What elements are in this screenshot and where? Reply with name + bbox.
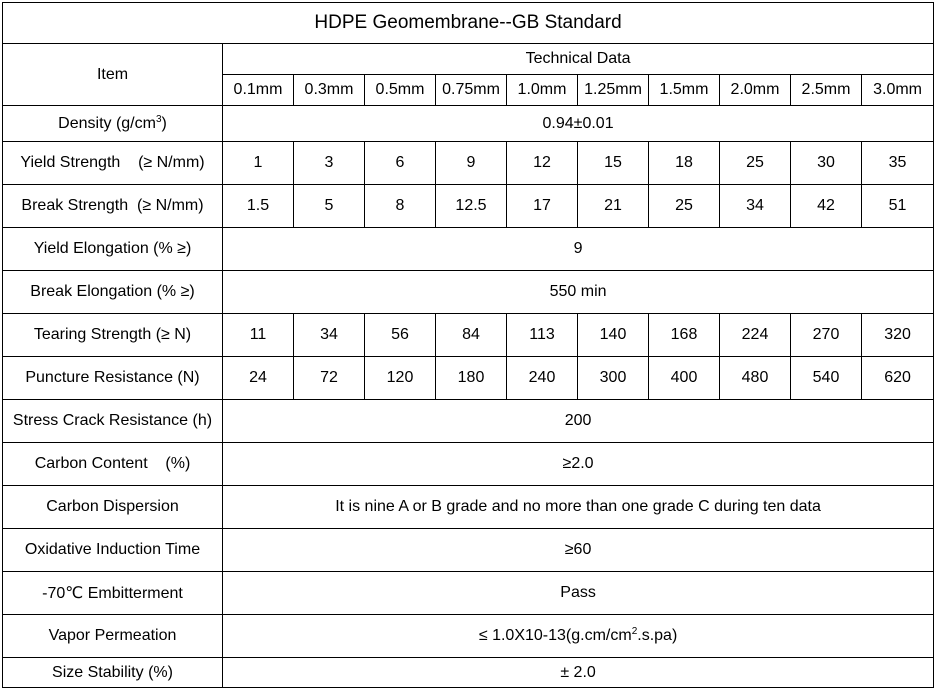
thickness-header: 0.3mm bbox=[294, 75, 365, 106]
yield-strength-value: 9 bbox=[436, 142, 507, 185]
break-strength-value: 42 bbox=[791, 185, 862, 228]
break-strength-value: 34 bbox=[720, 185, 791, 228]
puncture-resistance-value: 240 bbox=[507, 357, 578, 400]
tearing-strength-value: 168 bbox=[649, 314, 720, 357]
oxidative-induction-label: Oxidative Induction Time bbox=[3, 529, 223, 572]
table-row bbox=[3, 486, 934, 529]
header-row bbox=[3, 44, 934, 75]
technical-data-header: Technical Data bbox=[223, 44, 934, 75]
tearing-strength-value: 56 bbox=[365, 314, 436, 357]
table-row bbox=[3, 529, 934, 572]
tearing-strength-value: 320 bbox=[862, 314, 934, 357]
break-strength-value: 51 bbox=[862, 185, 934, 228]
yield-strength-value: 18 bbox=[649, 142, 720, 185]
puncture-resistance-value: 540 bbox=[791, 357, 862, 400]
thickness-header: 1.5mm bbox=[649, 75, 720, 106]
yield-strength-value: 30 bbox=[791, 142, 862, 185]
tearing-strength-value: 11 bbox=[223, 314, 294, 357]
yield-strength-value: 35 bbox=[862, 142, 934, 185]
vapor-permeation-superscript: 2 bbox=[631, 626, 638, 637]
tearing-strength-label: Tearing Strength (≥ N) bbox=[3, 314, 223, 357]
yield-strength-label: Yield Strength (≥ N/mm) bbox=[3, 142, 223, 185]
table-row bbox=[3, 658, 934, 688]
break-strength-value: 21 bbox=[578, 185, 649, 228]
table-row bbox=[3, 314, 934, 357]
thickness-header: 0.5mm bbox=[365, 75, 436, 106]
table-row bbox=[3, 400, 934, 443]
vapor-permeation-value bbox=[223, 615, 934, 658]
thickness-header: 2.5mm bbox=[791, 75, 862, 106]
table-row bbox=[3, 228, 934, 271]
yield-elongation-label: Yield Elongation (% ≥) bbox=[3, 228, 223, 271]
puncture-resistance-value: 120 bbox=[365, 357, 436, 400]
table-row bbox=[3, 357, 934, 400]
vapor-permeation-label: Vapor Permeation bbox=[3, 615, 223, 658]
thickness-header: 3.0mm bbox=[862, 75, 934, 106]
yield-strength-value: 6 bbox=[365, 142, 436, 185]
oxidative-induction-value: ≥60 bbox=[223, 529, 934, 572]
carbon-dispersion-value: It is nine A or B grade and no more than one grade C during ten data bbox=[223, 486, 934, 529]
break-strength-value: 17 bbox=[507, 185, 578, 228]
carbon-content-value: ≥2.0 bbox=[223, 443, 934, 486]
embitterment-label: -70℃ Embitterment bbox=[3, 572, 223, 615]
vapor-permeation-value-text: ≤ 1.0X10-13(g.cm/cm bbox=[478, 627, 632, 644]
table-row bbox=[3, 185, 934, 228]
density-label-superscript: 3 bbox=[155, 113, 162, 125]
puncture-resistance-value: 400 bbox=[649, 357, 720, 400]
yield-elongation-value: 9 bbox=[223, 228, 934, 271]
break-strength-value: 25 bbox=[649, 185, 720, 228]
table-title: HDPE Geomembrane--GB Standard bbox=[3, 3, 934, 44]
title-row bbox=[3, 3, 934, 44]
break-elongation-value: 550 min bbox=[223, 271, 934, 314]
table-row bbox=[3, 572, 934, 615]
break-strength-value: 5 bbox=[294, 185, 365, 228]
yield-strength-value: 1 bbox=[223, 142, 294, 185]
break-strength-value: 1.5 bbox=[223, 185, 294, 228]
carbon-dispersion-label: Carbon Dispersion bbox=[3, 486, 223, 529]
stress-crack-label: Stress Crack Resistance (h) bbox=[3, 400, 223, 443]
size-stability-label: Size Stability (%) bbox=[3, 658, 223, 688]
break-strength-value: 8 bbox=[365, 185, 436, 228]
carbon-content-label: Carbon Content (%) bbox=[3, 443, 223, 486]
yield-strength-value: 12 bbox=[507, 142, 578, 185]
puncture-resistance-value: 300 bbox=[578, 357, 649, 400]
tearing-strength-value: 34 bbox=[294, 314, 365, 357]
yield-strength-value: 3 bbox=[294, 142, 365, 185]
tearing-strength-value: 113 bbox=[507, 314, 578, 357]
density-label-text: Density (g/cm bbox=[58, 114, 156, 132]
tearing-strength-value: 270 bbox=[791, 314, 862, 357]
item-header: Item bbox=[3, 44, 223, 106]
puncture-resistance-value: 24 bbox=[223, 357, 294, 400]
thickness-header: 0.75mm bbox=[436, 75, 507, 106]
table-row bbox=[3, 615, 934, 658]
stress-crack-value: 200 bbox=[223, 400, 934, 443]
break-strength-value: 12.5 bbox=[436, 185, 507, 228]
table-row bbox=[3, 142, 934, 185]
table-row bbox=[3, 106, 934, 142]
thickness-header: 1.0mm bbox=[507, 75, 578, 106]
tearing-strength-value: 224 bbox=[720, 314, 791, 357]
yield-strength-value: 25 bbox=[720, 142, 791, 185]
break-elongation-label: Break Elongation (% ≥) bbox=[3, 271, 223, 314]
density-value: 0.94±0.01 bbox=[223, 106, 934, 142]
size-stability-value: ± 2.0 bbox=[223, 658, 934, 688]
density-label bbox=[3, 106, 223, 142]
puncture-resistance-value: 480 bbox=[720, 357, 791, 400]
vapor-permeation-value-end: .s.pa) bbox=[637, 627, 678, 644]
break-strength-label: Break Strength (≥ N/mm) bbox=[3, 185, 223, 228]
specification-table bbox=[2, 2, 934, 688]
puncture-resistance-label: Puncture Resistance (N) bbox=[3, 357, 223, 400]
thickness-header: 0.1mm bbox=[223, 75, 294, 106]
density-label-end: ) bbox=[161, 114, 167, 132]
thickness-header: 2.0mm bbox=[720, 75, 791, 106]
thickness-header: 1.25mm bbox=[578, 75, 649, 106]
puncture-resistance-value: 72 bbox=[294, 357, 365, 400]
embitterment-value: Pass bbox=[223, 572, 934, 615]
table-row bbox=[3, 271, 934, 314]
table-row bbox=[3, 443, 934, 486]
yield-strength-value: 15 bbox=[578, 142, 649, 185]
puncture-resistance-value: 620 bbox=[862, 357, 934, 400]
tearing-strength-value: 140 bbox=[578, 314, 649, 357]
tearing-strength-value: 84 bbox=[436, 314, 507, 357]
puncture-resistance-value: 180 bbox=[436, 357, 507, 400]
